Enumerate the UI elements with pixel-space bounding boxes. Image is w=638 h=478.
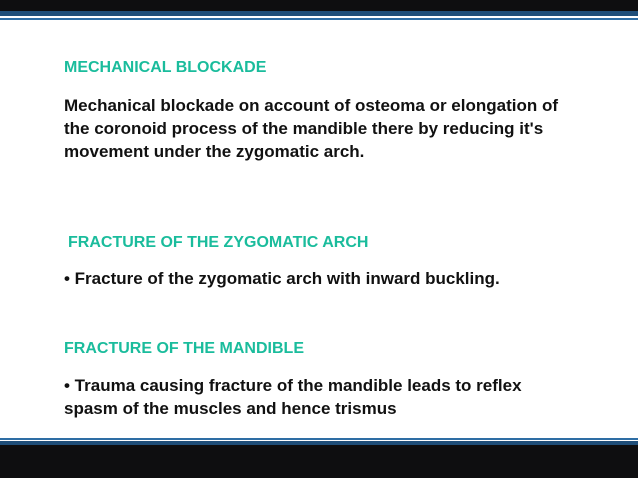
top-frame-accent-line — [0, 18, 638, 20]
text-fracture-zygomatic-arch: • Fracture of the zygomatic arch with inward buckling. — [64, 269, 500, 288]
top-frame-dark-band — [0, 0, 638, 11]
text-fracture-mandible: • Trauma causing fracture of the mandible leads to reflex spasm of the muscles and hence trismus — [64, 376, 522, 418]
text-mechanical-blockade: Mechanical blockade on account of osteoma or elongation of the coronoid process of the mandible there by reducing it's movement under the zygomatic arch. — [64, 96, 559, 161]
bottom-frame-dark-band — [0, 445, 638, 478]
heading-fracture-mandible: FRACTURE OF THE MANDIBLE — [64, 340, 304, 357]
heading-mechanical-blockade: MECHANICAL BLOCKADE — [64, 59, 267, 76]
bottom-frame-accent-line — [0, 438, 638, 440]
heading-fracture-zygomatic-arch: FRACTURE OF THE ZYGOMATIC ARCH — [68, 234, 369, 251]
top-frame-blue-band — [0, 11, 638, 16]
